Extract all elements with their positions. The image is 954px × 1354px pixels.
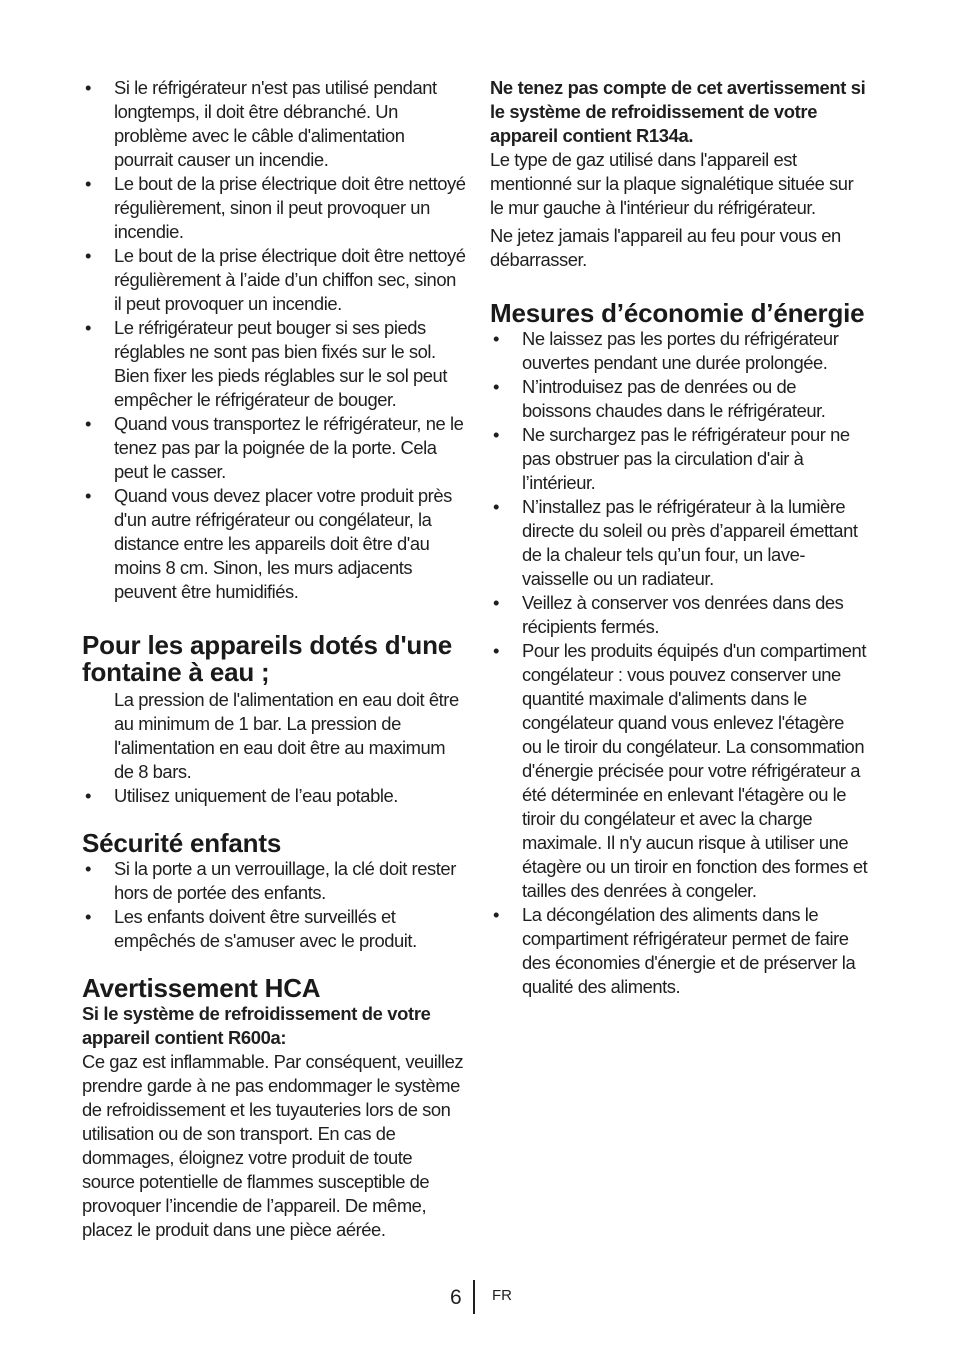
- energy-saving-heading: Mesures d’économie d’énergie: [490, 298, 865, 328]
- page-footer: [0, 1280, 954, 1320]
- hca-paragraph: Ce gaz est inflammable. Par conséquent, veuillez prendre garde à ne pas endommager le système de refroidissement et les tuyauteries lors de son utilisation ou de son transport. En cas de dommages, éloignez votre produit de toute source potentielle de flammes susceptible de provoquer l’incendie de l’appareil. De même, placez le produit dans une pièce aérée.: [82, 1051, 464, 1240]
- left-column: [82, 76, 466, 1242]
- list-item: • Le réfrigérateur peut bouger si ses pieds réglables ne sont pas bien fixés sur le sol. Bien fixer les pieds réglables sur le sol peut empêcher le réfrigérateur de bouger.: [82, 316, 466, 412]
- fire-disposal-paragraph: Ne jetez jamais l'appareil au feu pour vous en débarrasser.: [490, 225, 841, 270]
- list-item: • Pour les produits équipés d'un compartiment congélateur : vous pouvez conserver une quantité maximale d'aliments dans le congélateur quand vous enlevez l'étagère ou le tiroir du congélateur. La consommation d'énergie précisée pour votre réfrigérateur a été déterminée en enlevant l'étagère ou le tiroir du congélateur et avec la charge maximale. Il n'y aucun risque à utiliser une étagère ou un tiroir en fonction des formes et tailles des denrées à congeler.: [490, 639, 868, 903]
- list-item: • Veillez à conserver vos denrées dans des récipients fermés.: [490, 591, 868, 639]
- hca-heading: Avertissement HCA: [82, 973, 321, 1003]
- r134a-warning: Ne tenez pas compte de cet avertissement si le système de refroidissement de votre appareil contient R134a.: [490, 77, 866, 146]
- right-column: [490, 76, 868, 999]
- list-item: • Utilisez uniquement de l’eau potable.: [82, 784, 466, 808]
- fountain-heading: Pour les appareils dotés d'une fontaine à eau ;: [82, 630, 453, 687]
- intro-bullet-list: [82, 76, 466, 604]
- list-item: • La décongélation des aliments dans le compartiment réfrigérateur permet de faire des économies d'énergie et de préserver la qualité des aliments.: [490, 903, 868, 999]
- list-item: • Si le réfrigérateur n'est pas utilisé pendant longtemps, il doit être débranché. Un problème avec le câble d'alimentation pourrait causer un incendie.: [82, 76, 466, 172]
- list-item: • Ne surchargez pas le réfrigérateur pour ne pas obstruer pas la circulation d'air à l’intérieur.: [490, 423, 868, 495]
- list-item: • Quand vous devez placer votre produit près d'un autre réfrigérateur ou congélateur, la distance entre les appareils doit être d'au moins 8 cm. Sinon, les murs adjacents peuvent être humidifiés.: [82, 484, 466, 604]
- list-item: • Si la porte a un verrouillage, la clé doit rester hors de portée des enfants.: [82, 857, 466, 905]
- child-safety-bullet-list: [82, 857, 466, 953]
- fountain-paragraph: La pression de l'alimentation en eau doit être au minimum de 1 bar. La pression de l'alimentation en eau doit être au maximum de 8 bars.: [114, 689, 459, 782]
- list-item: • Le bout de la prise électrique doit être nettoyé régulièrement à l’aide d’un chiffon sec, sinon il peut provoquer un incendie.: [82, 244, 466, 316]
- footer-divider: [473, 1280, 475, 1314]
- list-item: • N’installez pas le réfrigérateur à la lumière directe du soleil ou près d’appareil émettant de la chaleur tels qu’un four, un lave-vaisselle ou un radiateur.: [490, 495, 868, 591]
- list-item: • Ne laissez pas les portes du réfrigérateur ouvertes pendant une durée prolongée.: [490, 327, 868, 375]
- energy-bullet-list: [490, 327, 868, 999]
- list-item: • Les enfants doivent être surveillés et empêchés de s'amuser avec le produit.: [82, 905, 466, 953]
- child-safety-heading: Sécurité enfants: [82, 828, 282, 858]
- hca-bold-intro: Si le système de refroidissement de votre appareil contient R600a:: [82, 1003, 431, 1048]
- page-number: 6: [450, 1286, 462, 1309]
- list-item: • Le bout de la prise électrique doit être nettoyé régulièrement, sinon il peut provoquer un incendie.: [82, 172, 466, 244]
- gas-type-paragraph: Le type de gaz utilisé dans l'appareil est mentionné sur la plaque signalétique située sur le mur gauche à l'intérieur du réfrigérateur.: [490, 149, 854, 218]
- list-item: • N’introduisez pas de denrées ou de boissons chaudes dans le réfrigérateur.: [490, 375, 868, 423]
- list-item: • Quand vous transportez le réfrigérateur, ne le tenez pas par la poignée de la porte. Cela peut le casser.: [82, 412, 466, 484]
- fountain-bullet-list: [82, 784, 466, 808]
- language-code: FR: [492, 1287, 512, 1304]
